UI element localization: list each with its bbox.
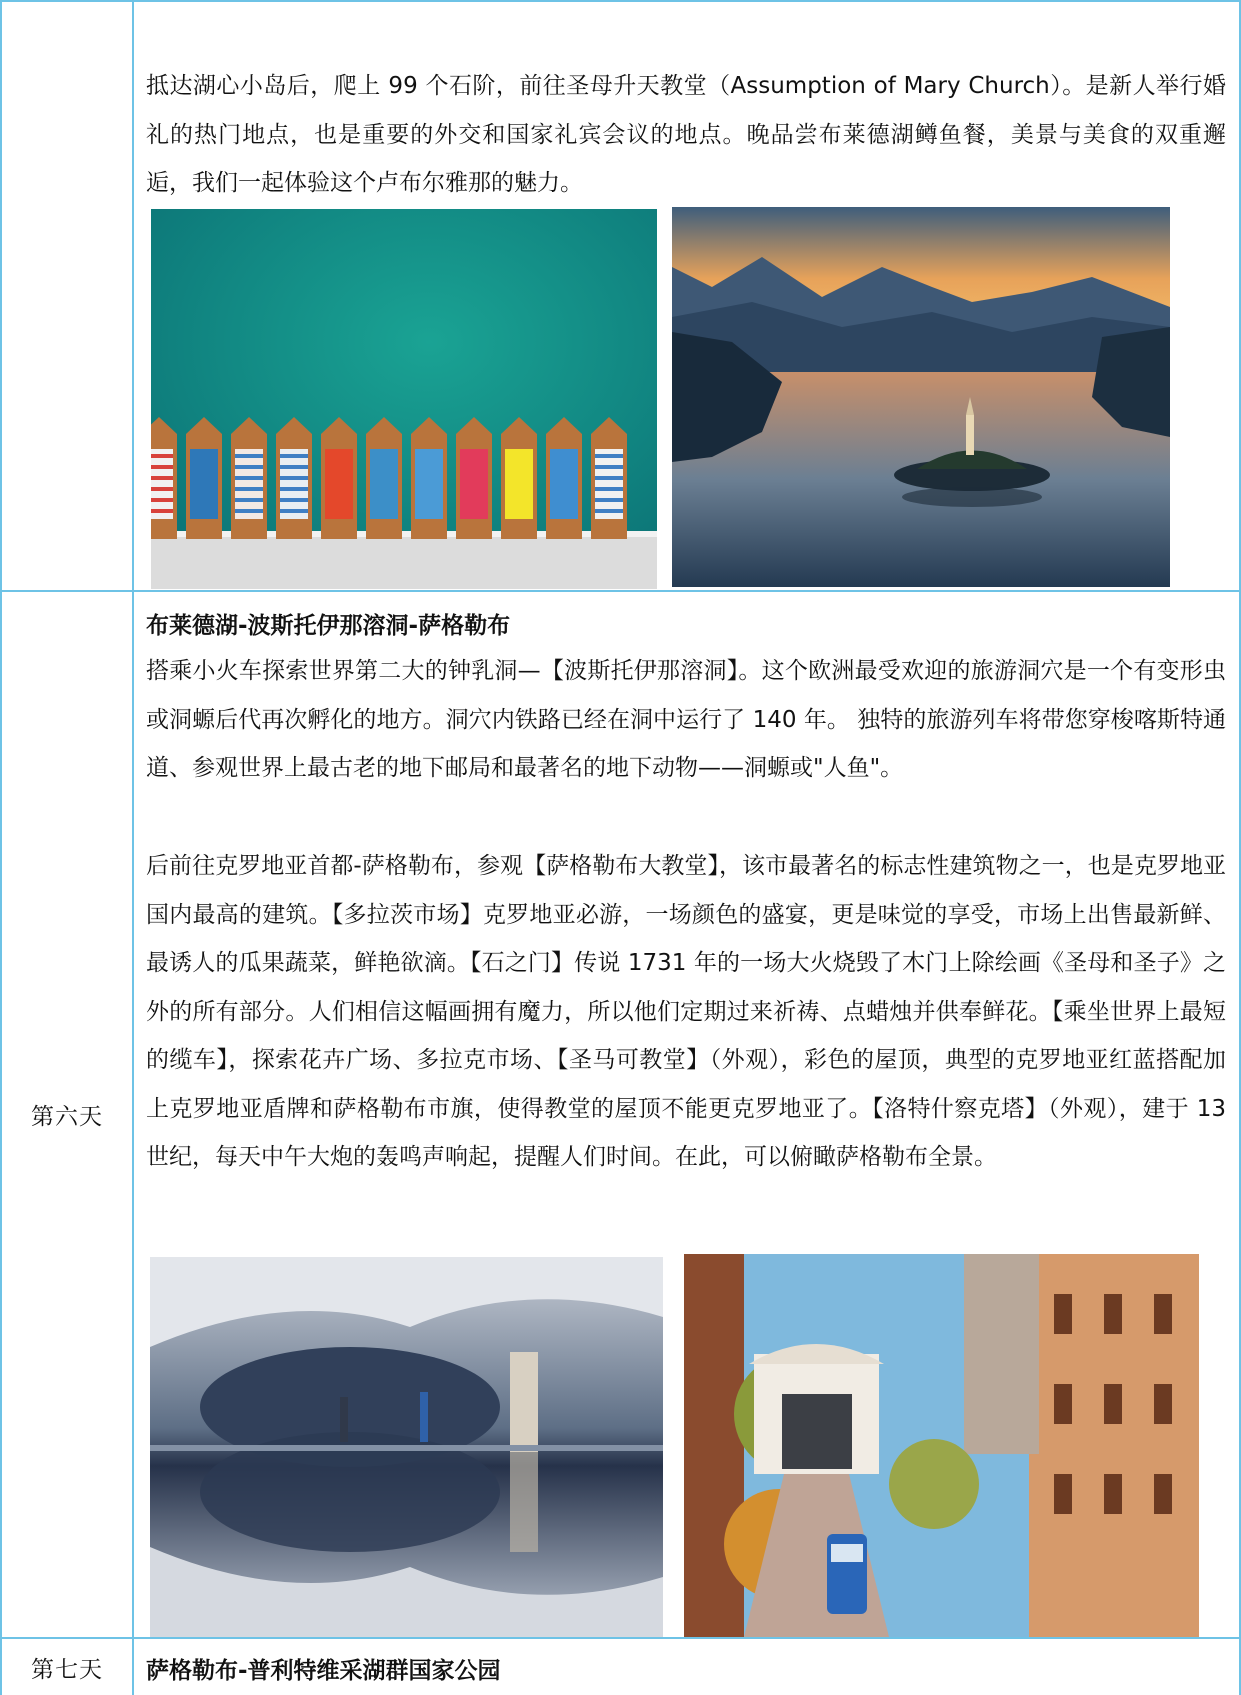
- photo-colorful-boats: [151, 209, 657, 589]
- day7-label: 第七天: [31, 1656, 103, 1683]
- table-column-divider: [132, 0, 134, 1695]
- photo-postojna-cave: [150, 1257, 663, 1637]
- day6-paragraph-cave: 搭乘小火车探索世界第二大的钟乳洞—【波斯托伊那溶洞】。这个欧洲最受欢迎的旅游洞穴是一个有变形虫或洞螈后代再次孵化的地方。洞穴内铁路已经在洞中运行了 140 年。 独特的旅游列车将带您穿梭喀斯特通道、参观世界上最古老的地下邮局和最著名的地下动物——洞螈或"人鱼"。: [146, 658, 1226, 781]
- day6-paragraph-zagreb: 后前往克罗地亚首都-萨格勒布，参观【萨格勒布大教堂】，该市最著名的标志性建筑物之一，也是克罗地亚国内最高的建筑。【多拉茨市场】克罗地亚必游，一场颜色的盛宴，更是味觉的享受，市场上出售最新鲜、最诱人的瓜果蔬菜，鲜艳欲滴。【石之门】传说 1731 年的一场大火烧毁了木门上除绘画《圣母和圣子》之外的所有部分。人们相信这幅画拥有魔力，所以他们定期过来祈祷、点蜡烛并供奉鲜花。【乘坐世界上最短的缆车】，探索花卉广场、多拉克市场、【圣马可教堂】（外观），彩色的屋顶，典型的克罗地亚红蓝搭配加上克罗地亚盾牌和萨格勒布市旗，使得教堂的屋顶不能更克罗地亚了。【洛特什察克塔】（外观），建于 13 世纪，每天中午大炮的轰鸣声响起，提醒人们时间。在此，可以俯瞰萨格勒布全景。: [146, 853, 1226, 1170]
- day6-title: 布莱德湖-波斯托伊那溶洞-萨格勒布: [146, 613, 511, 639]
- table-row-divider: [0, 590, 1241, 592]
- photo-lake-bled-sunset: [672, 207, 1170, 587]
- day5-paragraph: 抵达湖心小岛后，爬上 99 个石阶，前往圣母升天教堂（Assumption of Mary Church）。是新人举行婚礼的热门地点，也是重要的外交和国家礼宾会议的地点。晚品尝布莱德湖鳟鱼餐，美景与美食的双重邂逅，我们一起体验这个卢布尔雅那的魅力。: [146, 73, 1226, 196]
- table-row-divider: [0, 1637, 1241, 1639]
- day6-label: 第六天: [31, 1104, 103, 1130]
- day7-title: 萨格勒布-普利特维采湖群国家公园: [146, 1658, 501, 1684]
- photo-zagreb-funicular: [684, 1254, 1199, 1637]
- table-border-top: [0, 0, 1241, 2]
